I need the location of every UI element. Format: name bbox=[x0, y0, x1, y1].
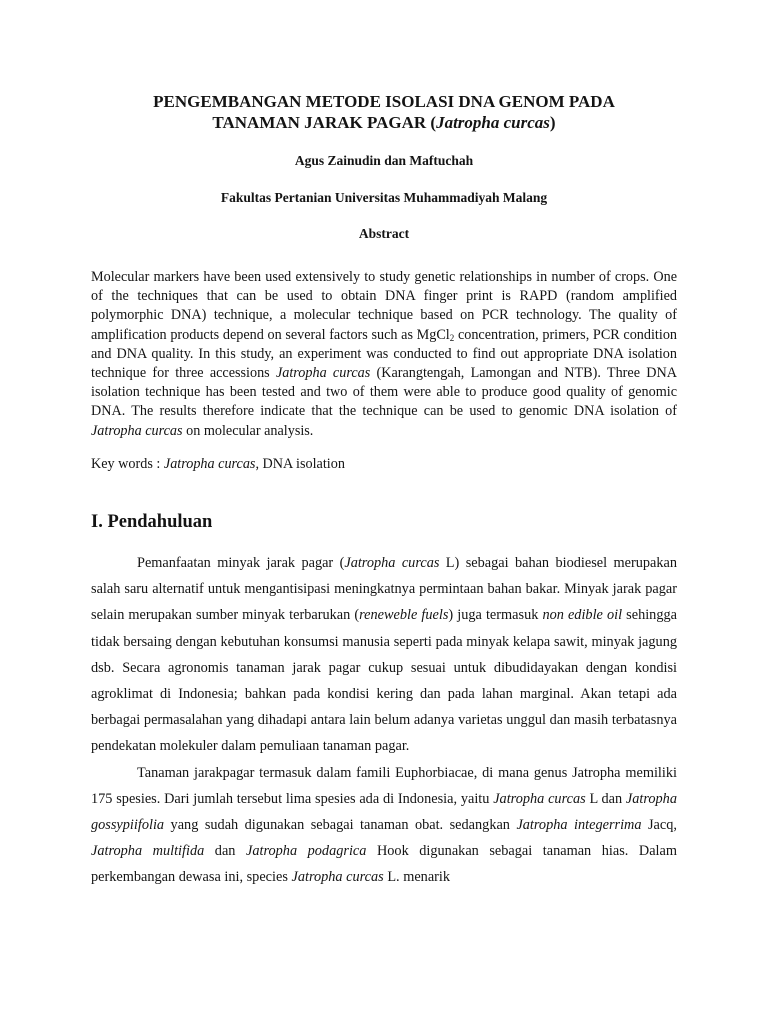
p2-italic-b: Jatropha curcas bbox=[493, 790, 586, 807]
p1-text-a: Pemanfaatan minyak jarak pagar ( bbox=[137, 555, 345, 571]
abstract-heading: Abstract bbox=[358, 226, 410, 241]
abstract-species-1: Jatropha curcas bbox=[275, 365, 371, 382]
p2-italic-d: Jatropha gossypiifolia bbox=[91, 790, 677, 834]
p2-text-c: L dan bbox=[585, 790, 626, 807]
paper-title bbox=[0, 91, 768, 133]
p2-text-k: Hook digunakan sebagai tanaman hias. Dalam perkembangan dewasa ini, species bbox=[91, 843, 677, 886]
title-species-name: Jatropha curcas bbox=[436, 113, 550, 132]
keywords-species: Jatropha curcas bbox=[163, 456, 256, 472]
keywords-line bbox=[91, 456, 345, 473]
abstract-subscript: 2 bbox=[449, 332, 455, 343]
abstract-species-2: Jatropha curcas bbox=[91, 422, 183, 439]
abstract-text bbox=[91, 268, 677, 441]
title-line-1: PENGEMBANGAN METODE ISOLASI DNA GENOM PADA bbox=[153, 92, 615, 111]
section-body bbox=[91, 550, 677, 891]
authors: Agus Zainudin dan Maftuchah bbox=[294, 153, 474, 168]
section-heading: I. Pendahuluan bbox=[91, 512, 213, 532]
p2-italic-l: Jatropha curcas bbox=[291, 869, 384, 886]
p1-italic-f: non edible oil bbox=[542, 607, 623, 624]
abstract-text-part-4: on molecular analysis. bbox=[182, 422, 314, 439]
p2-text-a: Tanaman jarakpagar termasuk dalam famili Euphorbiacae, di mana genus Jatropha memiliki 175 spesies. Dari jumlah tersebut lima spesies ada di Indonesia, yaitu bbox=[91, 764, 677, 807]
title-line-2 bbox=[0, 112, 768, 133]
abstract-text-part-2: concentration, primers, PCR condition and DNA quality. In this study, an experiment was conducted to find out appropriate DNA isolation technique for three accessions bbox=[91, 326, 678, 382]
abstract-paragraph bbox=[91, 268, 677, 441]
p1-text-e: ) juga termasuk bbox=[448, 607, 543, 624]
title-line-2-prefix: TANAMAN JARAK PAGAR ( bbox=[212, 113, 437, 132]
abstract-text-part-3: (Karangtengah, Lamongan and NTB). Three DNA isolation technique has been tested and two of them were able to produce good quality of genomic DNA. The results therefore indicate that the technique can be used to genomic DNA isolation of bbox=[91, 365, 677, 420]
p2-italic-j: Jatropha podagrica bbox=[246, 843, 367, 860]
p2-text-m: L. menarik bbox=[383, 869, 451, 886]
p1-italic-d: reneweble fuels bbox=[359, 607, 449, 624]
affiliation: Fakultas Pertanian Universitas Muhammadiyah Malang bbox=[220, 190, 548, 205]
p2-italic-h: Jatropha multifida bbox=[91, 843, 205, 860]
p2-text-e: yang sudah digunakan sebagai tanaman obat. sedangkan bbox=[164, 817, 517, 834]
keywords-label: Key words : bbox=[91, 456, 164, 472]
body-paragraph-1 bbox=[91, 550, 677, 760]
keywords-rest: , DNA isolation bbox=[255, 456, 345, 472]
p1-text-c: L) sebagai bahan biodiesel merupakan salah saru alternatif untuk mengantisipasi meningkatnya permintaan bahan bakar. Minyak jarak pagar selain merupakan sumber minyak terbarukan ( bbox=[91, 555, 677, 624]
p2-text-g: Jacq, bbox=[641, 817, 677, 834]
p1-text-g: sehingga tidak bersaing dengan kebutuhan konsumsi manusia seperti pada minyak kelapa sawit, minyak jagung dsb. Secara agronomis tanaman jarak pagar cukup sesuai untuk dibudidayakan dengan kondisi agroklimat di Indonesia; bahkan pada kondisi kering dan pada lahan marginal. Akan tetapi ada berbagai permasalahan yang dihadapi antara lain belum adanya varietas unggul dan masih terbatasnya pendekatan molekuler dalam pemuliaan tanaman pagar. bbox=[91, 607, 677, 755]
abstract-text-part-1: Molecular markers have been used extensively to study genetic relationships in number of crops. One of the techniques that can be used to obtain DNA finger print is RAPD (random amplified polymorphic DNA) technique, a molecular technique based on PCR technology. The quality of amplification products depend on several factors such as MgCl bbox=[91, 269, 677, 343]
p2-italic-f: Jatropha integerrima bbox=[516, 817, 642, 834]
title-line-2-suffix: ) bbox=[549, 113, 556, 132]
p1-italic-b: Jatropha curcas bbox=[344, 555, 440, 571]
p2-text-i: dan bbox=[204, 843, 246, 860]
body-paragraph-2 bbox=[91, 760, 677, 891]
